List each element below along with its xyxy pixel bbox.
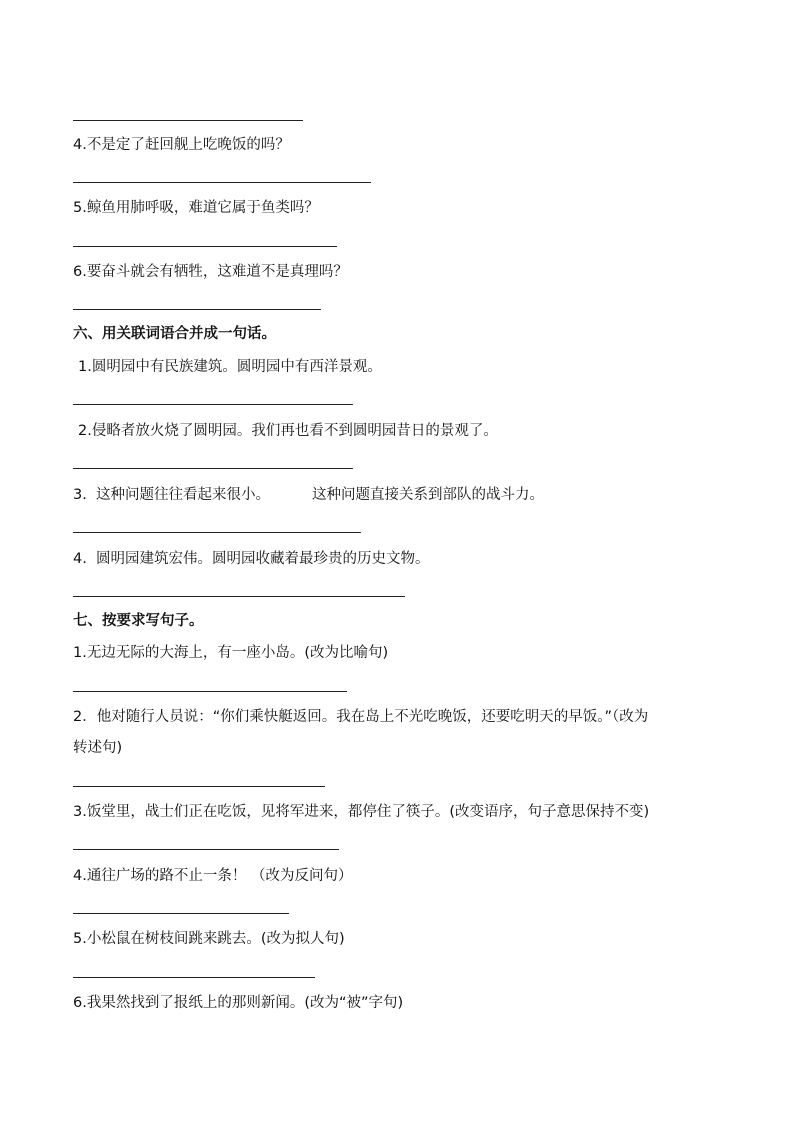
answer-line[interactable]: [73, 977, 315, 978]
question-6-4: 圆明园建筑宏伟。圆明园收藏着最珍贵的历史文物。: [96, 551, 430, 567]
question-6-3-number: 3.: [73, 487, 87, 503]
answer-line[interactable]: [73, 246, 337, 247]
answer-line[interactable]: [73, 182, 371, 183]
answer-line[interactable]: [73, 468, 353, 469]
question-7-2-line2: 转述句): [73, 740, 123, 756]
question-6-4-number: 4.: [73, 551, 87, 567]
answer-line[interactable]: [73, 849, 339, 850]
question-6-3-sentence-b: 这种问题直接关系到部队的战斗力。: [312, 487, 544, 503]
section-7-heading: 七、按要求写句子。: [73, 613, 204, 629]
question-5-4: 4.不是定了赶回舰上吃晚饭的吗？: [73, 137, 290, 153]
question-7-3: 3.饭堂里，战士们正在吃饭，见将军进来，都停住了筷子。(改变语序，句子意思保持不变): [73, 804, 650, 820]
question-7-1: 1.无边无际的大海上，有一座小岛。(改为比喻句): [73, 645, 389, 661]
answer-line[interactable]: [73, 404, 353, 405]
question-7-4: 4.通往广场的路不止一条！ （改为反问句）: [73, 868, 353, 884]
question-7-2-line1: 2．他对随行人员说：“你们乘快艇返回。我在岛上不光吃晚饭，还要吃明天的早饭。”（改为: [73, 709, 649, 725]
section-6-heading: 六、用关联词语合并成一句话。: [73, 326, 276, 342]
answer-line[interactable]: [73, 596, 405, 597]
question-6-3-sentence-a: 这种问题往往看起来很小。: [96, 487, 270, 503]
answer-line[interactable]: [73, 691, 347, 692]
answer-line[interactable]: [73, 532, 361, 533]
answer-line[interactable]: [73, 309, 321, 310]
question-7-6: 6.我果然找到了报纸上的那则新闻。(改为“被”字句): [73, 995, 404, 1011]
answer-line[interactable]: [73, 120, 303, 121]
question-6-2: 2.侵略者放火烧了圆明园。我们再也看不到圆明园昔日的景观了。: [78, 423, 498, 439]
question-6-1: 1.圆明园中有民族建筑。圆明园中有西洋景观。: [78, 359, 382, 375]
question-5-6: 6.要奋斗就会有牺牲，这难道不是真理吗？: [73, 264, 348, 280]
answer-line[interactable]: [73, 786, 325, 787]
question-7-5: 5.小松鼠在树枝间跳来跳去。(改为拟人句): [73, 931, 345, 947]
question-5-5: 5.鲸鱼用肺呼吸，难道它属于鱼类吗？: [73, 200, 319, 216]
answer-line[interactable]: [73, 913, 289, 914]
